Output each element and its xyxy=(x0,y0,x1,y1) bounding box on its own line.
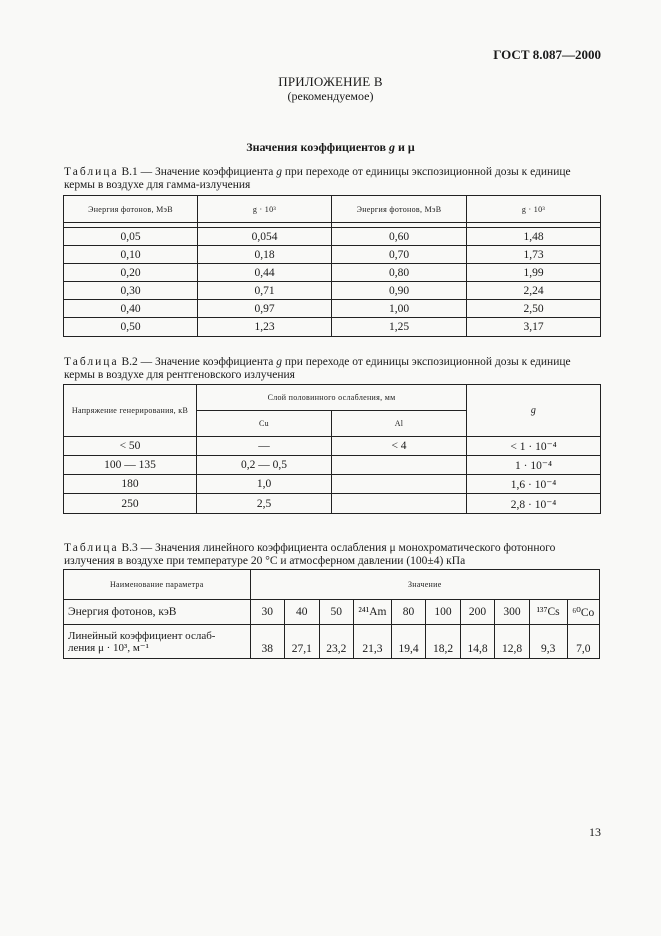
table-row: 0,40 0,97 1,00 2,50 xyxy=(64,300,601,318)
table1-header-cell: Энергия фотонов, МэВ xyxy=(64,196,198,223)
table3-header-value: Значение xyxy=(250,570,599,600)
table2-header-cu: Cu xyxy=(197,411,332,437)
table2-header-voltage: Напряжение генерирования, кВ xyxy=(64,385,197,437)
table3-coef-label: Линейный коэффициент ослаб- ления μ · 10³, м⁻¹ xyxy=(64,625,251,659)
page-number: 13 xyxy=(589,825,601,839)
table2-header-g: g xyxy=(467,385,601,437)
table2-header-row xyxy=(64,385,601,411)
table1-header-cell: Энергия фотонов, МэВ xyxy=(332,196,467,223)
table1-caption: Таблица В.1 — Значение коэффициента g при переходе от единицы экспозиционной дозы к единице кермы в воздухе для гамма-излучения xyxy=(64,166,571,191)
table-row: 0,50 1,23 1,25 3,17 xyxy=(64,318,601,337)
table1-header-cell: g · 10³ xyxy=(467,196,601,223)
table3-caption: Таблица В.3 — Значения линейного коэффициента ослабления μ монохроматического фотонного излучения в воздухе при температуре 20 °С и атмосферном давлении (100±4) кПа xyxy=(64,542,556,567)
table3-header-param: Наименование параметра xyxy=(64,570,251,600)
table2 xyxy=(63,384,601,514)
appendix-subtitle: (рекомендуемое) xyxy=(287,89,374,103)
table-row: 180 1,0 1,6 · 10⁻⁴ xyxy=(64,475,601,494)
section-title: Значения коэффициентов g и μ xyxy=(246,140,415,154)
table3-energy-label: Энергия фотонов, кэВ xyxy=(64,600,251,625)
table-row: 0,05 0,054 0,60 1,48 xyxy=(64,228,601,246)
table-row: 0,30 0,71 0,90 2,24 xyxy=(64,282,601,300)
table3-coef-row: Линейный коэффициент ослаб- ления μ · 10³, м⁻¹ 38 27,1 23,2 21,3 19,4 18,2 14,8 12,8 9,3 7,0 xyxy=(64,625,600,659)
document-code: ГОСТ 8.087—2000 xyxy=(493,47,601,62)
table1 xyxy=(63,195,601,337)
table2-caption: Таблица В.2 — Значение коэффициента g при переходе от единицы экспозиционной дозы к единице кермы в воздухе для рентгеновского излучения xyxy=(64,356,571,381)
table3 xyxy=(63,569,600,659)
table3-energy-row: Энергия фотонов, кэВ 30 40 50 ²⁴¹Am 80 100 200 300 ¹³⁷Cs ⁶⁰Co xyxy=(64,600,600,625)
table2-header-layer: Слой половинного ослабления, мм xyxy=(197,385,467,411)
appendix-title: ПРИЛОЖЕНИЕ В xyxy=(278,74,383,89)
table-row: 0,10 0,18 0,70 1,73 xyxy=(64,246,601,264)
table-row: < 50 — < 4 < 1 · 10⁻⁴ xyxy=(64,437,601,456)
table2-header-al: Al xyxy=(332,411,467,437)
table-row: 250 2,5 2,8 · 10⁻⁴ xyxy=(64,494,601,514)
table1-header-row xyxy=(64,196,601,223)
table1-header-cell: g · 10³ xyxy=(198,196,332,223)
table-row: 0,20 0,44 0,80 1,99 xyxy=(64,264,601,282)
table3-header-row xyxy=(64,570,600,600)
table-row: 100 — 135 0,2 — 0,5 1 · 10⁻⁴ xyxy=(64,456,601,475)
